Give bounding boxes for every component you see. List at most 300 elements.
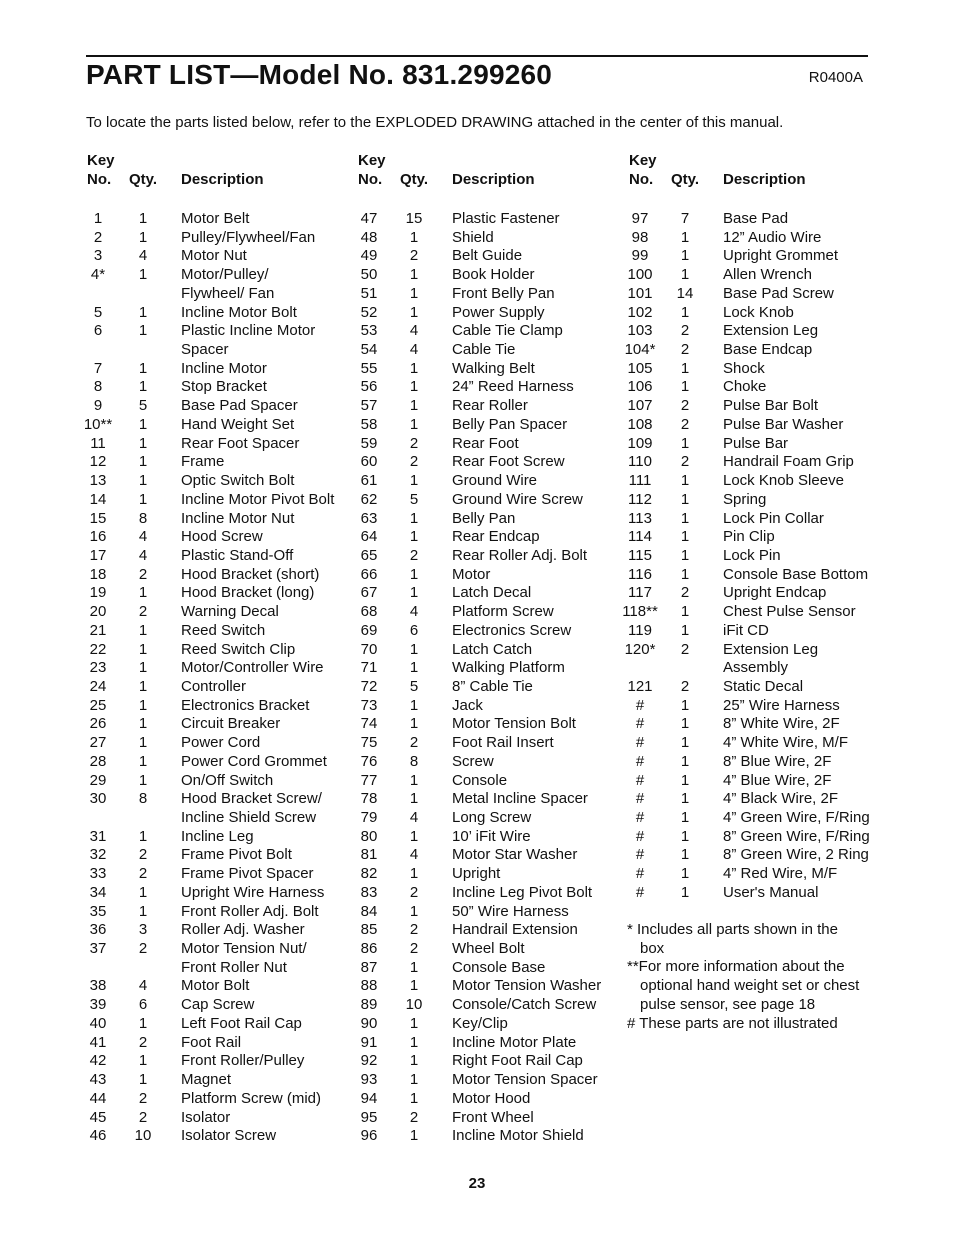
part-description: Foot Rail [181, 1033, 242, 1051]
part-quantity: 2 [680, 453, 690, 471]
part-quantity: 2 [409, 1108, 419, 1126]
part-description: Right Foot Rail Cap [452, 1052, 583, 1070]
part-key-number: 121 [627, 677, 653, 695]
part-description: Upright Wire Harness [181, 883, 325, 901]
part-description: Jack [452, 696, 483, 714]
part-key-number: 85 [360, 921, 378, 939]
part-description: Base Pad Screw [723, 284, 834, 302]
header-qty: Qty. [129, 171, 158, 188]
part-quantity: 5 [409, 490, 419, 508]
part-key-number: 43 [89, 1071, 107, 1089]
part-quantity: 2 [138, 865, 148, 883]
part-description: Walking Platform [452, 659, 565, 677]
part-description: 4” Black Wire, 2F [723, 790, 839, 808]
part-description: iFit CD [723, 621, 769, 639]
part-quantity: 1 [680, 266, 690, 284]
part-description: Lock Knob [723, 303, 794, 321]
part-quantity: 1 [680, 509, 690, 527]
part-quantity: 3 [138, 921, 148, 939]
part-quantity: 1 [138, 677, 148, 695]
part-key-number: 45 [89, 1108, 107, 1126]
part-quantity: 8 [409, 752, 419, 770]
part-quantity: 5 [138, 397, 148, 415]
part-description: Ground Wire [452, 472, 538, 490]
part-key-number: 74 [360, 715, 378, 733]
part-quantity: 4 [138, 977, 148, 995]
part-description: Incline Motor Plate [452, 1033, 577, 1051]
part-description: Wheel Bolt [452, 940, 525, 958]
part-description: Isolator [181, 1108, 231, 1126]
part-quantity: 1 [138, 453, 148, 471]
part-description: Motor [452, 565, 491, 583]
part-key-number: 104* [624, 341, 656, 359]
part-description: Motor Tension Washer [452, 977, 602, 995]
part-description: Console/Catch Screw [452, 996, 597, 1014]
part-key-number: 50 [360, 266, 378, 284]
part-key-number: 105 [627, 359, 653, 377]
part-description: Pulse Bar Washer [723, 415, 844, 433]
part-description: Incline Motor [181, 359, 267, 377]
part-quantity: 15 [405, 210, 423, 227]
part-description: Motor Nut [181, 247, 247, 265]
part-quantity: 1 [409, 958, 419, 976]
part-description: Upright Grommet [723, 247, 839, 265]
part-key-number: 19 [89, 584, 107, 602]
part-description: 4” Red Wire, M/F [723, 865, 838, 883]
part-quantity: 2 [138, 1108, 148, 1126]
intro-text: To locate the parts listed below, refer to the EXPLODED DRAWING attached in the center of this manual. [86, 114, 784, 131]
part-quantity: 1 [680, 378, 690, 396]
part-key-number: 81 [360, 846, 378, 864]
part-key-number: # [635, 883, 645, 901]
part-description: Front Wheel [452, 1108, 534, 1126]
part-key-number: 65 [360, 546, 378, 564]
top-rule [86, 55, 868, 57]
part-key-number: 79 [360, 809, 378, 826]
part-key-number: 119 [628, 621, 652, 639]
part-quantity: 1 [138, 303, 148, 321]
part-key-number: 120* [624, 640, 656, 658]
part-quantity: 1 [409, 266, 419, 284]
part-quantity: 1 [138, 621, 148, 639]
part-key-number: 48 [360, 228, 378, 246]
part-description: Ground Wire Screw [452, 490, 583, 508]
part-key-number: 3 [93, 247, 103, 265]
part-quantity: 1 [680, 472, 690, 490]
part-key-number: 110 [628, 453, 652, 471]
part-key-number: 88 [360, 977, 378, 995]
part-description: Front Roller Nut [181, 958, 287, 976]
part-quantity: 1 [409, 397, 419, 415]
part-quantity: 2 [409, 434, 419, 452]
part-key-number: 12 [89, 453, 107, 471]
part-quantity: 1 [138, 696, 148, 714]
part-key-number: # [635, 865, 645, 883]
header-key: Key [87, 152, 115, 169]
part-description: Upright [452, 865, 501, 883]
part-key-number: 47 [360, 210, 378, 227]
part-description: Isolator Screw [181, 1127, 277, 1145]
part-description: Rear Roller [452, 397, 528, 415]
part-description: 8” White Wire, 2F [723, 715, 840, 733]
part-key-number: 67 [360, 584, 378, 602]
part-quantity: 4 [138, 247, 148, 265]
part-quantity: 2 [138, 565, 148, 583]
part-key-number: 89 [360, 996, 378, 1014]
part-quantity: 1 [680, 247, 690, 265]
part-key-number: 46 [89, 1127, 107, 1145]
part-key-number: 21 [89, 621, 107, 639]
part-quantity: 1 [680, 715, 690, 733]
part-quantity: 2 [680, 677, 690, 695]
part-key-number: 73 [360, 696, 378, 714]
part-description: Left Foot Rail Cap [181, 1014, 302, 1032]
part-description: Extension Leg [723, 322, 819, 340]
part-quantity: 1 [409, 528, 419, 546]
part-description: Stop Bracket [181, 378, 267, 396]
part-description: Latch Catch [452, 640, 533, 658]
part-key-number: 23 [89, 659, 107, 677]
part-description: 4” Blue Wire, 2F [723, 771, 832, 789]
header-no: No. [629, 171, 654, 188]
part-key-number: 69 [360, 621, 378, 639]
part-quantity: 1 [409, 640, 419, 658]
part-key-number: 82 [360, 865, 378, 883]
part-quantity: 1 [409, 1052, 419, 1070]
part-quantity: 1 [409, 1071, 419, 1089]
part-key-number: 61 [360, 472, 378, 490]
part-key-number: 15 [89, 509, 107, 527]
part-key-number: 83 [360, 883, 378, 901]
part-description: 12” Audio Wire [723, 228, 822, 246]
part-quantity: 10 [405, 996, 423, 1014]
part-key-number: 28 [89, 752, 107, 770]
part-key-number: 31 [89, 827, 107, 845]
part-quantity: 1 [680, 621, 690, 639]
part-description: 25” Wire Harness [723, 696, 840, 714]
part-description: Plastic Stand-Off [181, 546, 294, 564]
part-quantity: 1 [409, 284, 419, 302]
part-key-number: 24 [89, 677, 107, 695]
part-description: 8” Cable Tie [452, 677, 533, 695]
part-description: Motor/Pulley/ [181, 266, 269, 284]
part-description: Lock Knob Sleeve [723, 472, 844, 490]
part-key-number: # [635, 846, 645, 864]
part-quantity: 1 [409, 378, 419, 396]
part-description: Screw [452, 752, 494, 770]
part-quantity: 1 [138, 472, 148, 490]
part-description: Motor Belt [181, 210, 250, 227]
part-key-number: 18 [89, 565, 107, 583]
part-quantity: 2 [409, 921, 419, 939]
part-quantity: 4 [409, 809, 419, 826]
part-description: Key/Clip [452, 1014, 508, 1032]
part-key-number: 115 [628, 546, 652, 564]
part-key-number: 1 [93, 210, 103, 227]
part-description: Shield [452, 228, 494, 246]
part-description: Frame Pivot Bolt [181, 846, 292, 864]
part-key-number: 99 [631, 247, 649, 265]
part-quantity: 2 [138, 846, 148, 864]
part-key-number: 53 [360, 322, 378, 340]
header-key: Key [629, 152, 657, 169]
part-description: Pulse Bar [723, 434, 789, 452]
part-quantity: 1 [409, 865, 419, 883]
part-description: Plastic Fastener [452, 210, 560, 227]
part-quantity: 1 [409, 228, 419, 246]
part-quantity: 1 [680, 790, 690, 808]
part-key-number: 35 [89, 902, 107, 920]
part-quantity: 1 [138, 434, 148, 452]
part-description: Incline Leg Pivot Bolt [452, 883, 593, 901]
header-description: Description [452, 171, 535, 188]
part-description: Incline Shield Screw [181, 809, 317, 826]
part-description: Motor Hood [452, 1089, 531, 1107]
part-description: Warning Decal [181, 603, 279, 621]
part-quantity: 1 [680, 603, 690, 621]
column-header [80, 152, 350, 189]
part-description: Platform Screw [452, 603, 554, 621]
part-key-number: 4* [90, 266, 106, 284]
part-quantity: 1 [138, 415, 148, 433]
part-description: Rear Foot Spacer [181, 434, 300, 452]
part-description: Hood Bracket (short) [181, 565, 320, 583]
part-quantity: 10 [134, 1127, 152, 1145]
part-description: Front Roller/Pulley [181, 1052, 305, 1070]
part-key-number: 16 [89, 528, 107, 546]
part-quantity: 7 [680, 210, 690, 227]
part-key-number: 60 [360, 453, 378, 471]
header-description: Description [181, 171, 264, 188]
header-description: Description [723, 171, 806, 188]
part-key-number: 40 [89, 1014, 107, 1032]
part-description: Hood Screw [181, 528, 263, 546]
footnote-hash: # These parts are not illustrated [627, 1014, 838, 1032]
part-description: Incline Motor Pivot Bolt [181, 490, 335, 508]
part-quantity: 1 [409, 1033, 419, 1051]
part-quantity: 1 [680, 303, 690, 321]
part-quantity: 1 [138, 584, 148, 602]
part-key-number: # [635, 827, 645, 845]
part-description: 10’ iFit Wire [452, 827, 531, 845]
part-key-number: 29 [89, 771, 107, 789]
part-key-number: 70 [360, 640, 378, 658]
part-quantity: 1 [409, 977, 419, 995]
part-quantity: 1 [409, 415, 419, 433]
part-key-number: 57 [360, 397, 378, 415]
part-key-number: 41 [89, 1033, 107, 1051]
part-quantity: 1 [138, 734, 148, 752]
part-quantity: 1 [138, 640, 148, 658]
part-quantity: 8 [138, 509, 148, 527]
part-key-number: # [635, 696, 645, 714]
part-quantity: 1 [138, 359, 148, 377]
part-key-number: 6 [93, 322, 103, 340]
part-quantity: 1 [409, 359, 419, 377]
part-description: Book Holder [452, 266, 535, 284]
part-description: Rear Foot [452, 434, 519, 452]
part-key-number: 114 [628, 528, 652, 546]
part-description: Frame Pivot Spacer [181, 865, 314, 883]
part-quantity: 2 [138, 1033, 148, 1051]
part-quantity: 1 [409, 827, 419, 845]
part-description: Flywheel/ Fan [181, 284, 275, 302]
part-description: Reed Switch [181, 621, 266, 639]
part-quantity: 2 [409, 940, 419, 958]
part-key-number: 86 [360, 940, 378, 958]
part-key-number: 68 [360, 603, 378, 621]
part-quantity: 1 [409, 303, 419, 321]
part-quantity: 1 [409, 565, 419, 583]
part-description: 8” Blue Wire, 2F [723, 752, 832, 770]
part-quantity: 1 [680, 734, 690, 752]
part-key-number: 95 [360, 1108, 378, 1126]
part-quantity: 6 [138, 996, 148, 1014]
part-quantity: 4 [409, 846, 419, 864]
part-key-number: 72 [360, 677, 378, 695]
document-id: R0400A [808, 69, 863, 86]
part-quantity: 1 [138, 771, 148, 789]
part-key-number: 80 [360, 827, 378, 845]
part-description: Incline Leg [181, 827, 254, 845]
part-quantity: 1 [409, 659, 419, 677]
part-description: Power Cord Grommet [181, 752, 327, 770]
part-description: Foot Rail Insert [452, 734, 554, 752]
part-quantity: 1 [409, 472, 419, 490]
part-quantity: 1 [680, 359, 690, 377]
part-quantity: 1 [138, 752, 148, 770]
part-quantity: 1 [138, 210, 148, 227]
part-quantity: 2 [409, 734, 419, 752]
part-quantity: 1 [138, 228, 148, 246]
part-key-number: 78 [360, 790, 378, 808]
part-quantity: 1 [409, 771, 419, 789]
part-quantity: 2 [680, 322, 690, 340]
part-description: Belt Guide [452, 247, 523, 265]
part-quantity: 1 [409, 902, 419, 920]
part-description: 4” Green Wire, F/Ring [723, 809, 870, 826]
part-key-number: 76 [360, 752, 378, 770]
part-quantity: 1 [409, 790, 419, 808]
part-quantity: 1 [680, 565, 690, 583]
part-description: Electronics Screw [452, 621, 572, 639]
part-description: Motor Bolt [181, 977, 250, 995]
part-description: Lock Pin [723, 546, 781, 564]
part-description: Front Belly Pan [452, 284, 555, 302]
part-description: User's Manual [723, 883, 819, 901]
part-description: Motor Tension Spacer [452, 1071, 598, 1089]
part-description: Upright Endcap [723, 584, 827, 602]
part-key-number: 96 [360, 1127, 378, 1145]
header-no: No. [358, 171, 383, 188]
header-qty: Qty. [400, 171, 429, 188]
part-quantity: 1 [680, 490, 690, 508]
part-key-number: 112 [628, 490, 652, 508]
part-quantity: 1 [680, 846, 690, 864]
part-description: Cable Tie Clamp [452, 322, 563, 340]
part-key-number: 63 [360, 509, 378, 527]
part-quantity: 1 [409, 715, 419, 733]
part-key-number: 106 [627, 378, 653, 396]
part-key-number: 37 [89, 940, 107, 958]
part-description: Motor Tension Nut/ [181, 940, 307, 958]
part-quantity: 4 [409, 341, 419, 359]
part-description: 8” Green Wire, F/Ring [723, 827, 870, 845]
part-key-number: 39 [89, 996, 107, 1014]
part-description: Magnet [181, 1071, 232, 1089]
part-key-number: 30 [89, 790, 107, 808]
part-key-number: 32 [89, 846, 107, 864]
part-description: Base Pad [723, 210, 789, 227]
part-key-number: 7 [93, 359, 103, 377]
part-description: Incline Motor Shield [452, 1127, 584, 1145]
part-quantity: 6 [409, 621, 419, 639]
part-description: Hood Bracket Screw/ [181, 790, 322, 808]
part-key-number: 111 [628, 472, 652, 490]
parts-column-3 [622, 152, 892, 901]
part-quantity: 1 [409, 509, 419, 527]
part-description: 50” Wire Harness [452, 902, 569, 920]
part-key-number: 100 [627, 266, 653, 284]
part-description: Hood Bracket (long) [181, 584, 315, 602]
part-key-number: 49 [360, 247, 378, 265]
part-key-number: 97 [631, 210, 649, 227]
part-key-number: 25 [89, 696, 107, 714]
part-description: Assembly [723, 659, 789, 677]
part-quantity: 1 [138, 322, 148, 340]
part-quantity: 1 [680, 865, 690, 883]
part-key-number: 13 [89, 472, 107, 490]
part-description: Electronics Bracket [181, 696, 310, 714]
part-key-number: 116 [628, 565, 652, 583]
part-description: Rear Endcap [452, 528, 540, 546]
footnote-asterisk: * Includes all parts shown in the box [627, 921, 838, 957]
part-quantity: 8 [138, 790, 148, 808]
part-quantity: 1 [138, 378, 148, 396]
part-quantity: 1 [409, 696, 419, 714]
part-key-number: 51 [360, 284, 378, 302]
part-key-number: # [635, 734, 645, 752]
part-description: Pulse Bar Bolt [723, 397, 819, 415]
page-number: 23 [468, 1175, 486, 1192]
part-description: On/Off Switch [181, 771, 274, 789]
column-header [622, 152, 892, 189]
part-description: Handrail Foam Grip [723, 453, 854, 471]
part-key-number: 42 [89, 1052, 107, 1070]
part-description: Base Pad Spacer [181, 397, 298, 415]
part-quantity: 1 [138, 1052, 148, 1070]
part-quantity: 1 [680, 752, 690, 770]
part-quantity: 4 [409, 603, 419, 621]
part-quantity: 2 [680, 397, 690, 415]
part-description: Walking Belt [452, 359, 535, 377]
part-key-number: 98 [631, 228, 649, 246]
part-key-number: 55 [360, 359, 378, 377]
part-description: Latch Decal [452, 584, 532, 602]
part-description: Frame [181, 453, 225, 471]
part-key-number: 56 [360, 378, 378, 396]
part-quantity: 1 [138, 827, 148, 845]
part-key-number: 14 [89, 490, 107, 508]
part-quantity: 1 [409, 584, 419, 602]
part-key-number: 54 [360, 341, 378, 359]
part-description: Choke [723, 378, 767, 396]
part-key-number: 87 [360, 958, 378, 976]
part-description: Belly Pan Spacer [452, 415, 568, 433]
part-key-number: 64 [360, 528, 378, 546]
part-description: Shock [723, 359, 765, 377]
part-description: Front Roller Adj. Bolt [181, 902, 319, 920]
